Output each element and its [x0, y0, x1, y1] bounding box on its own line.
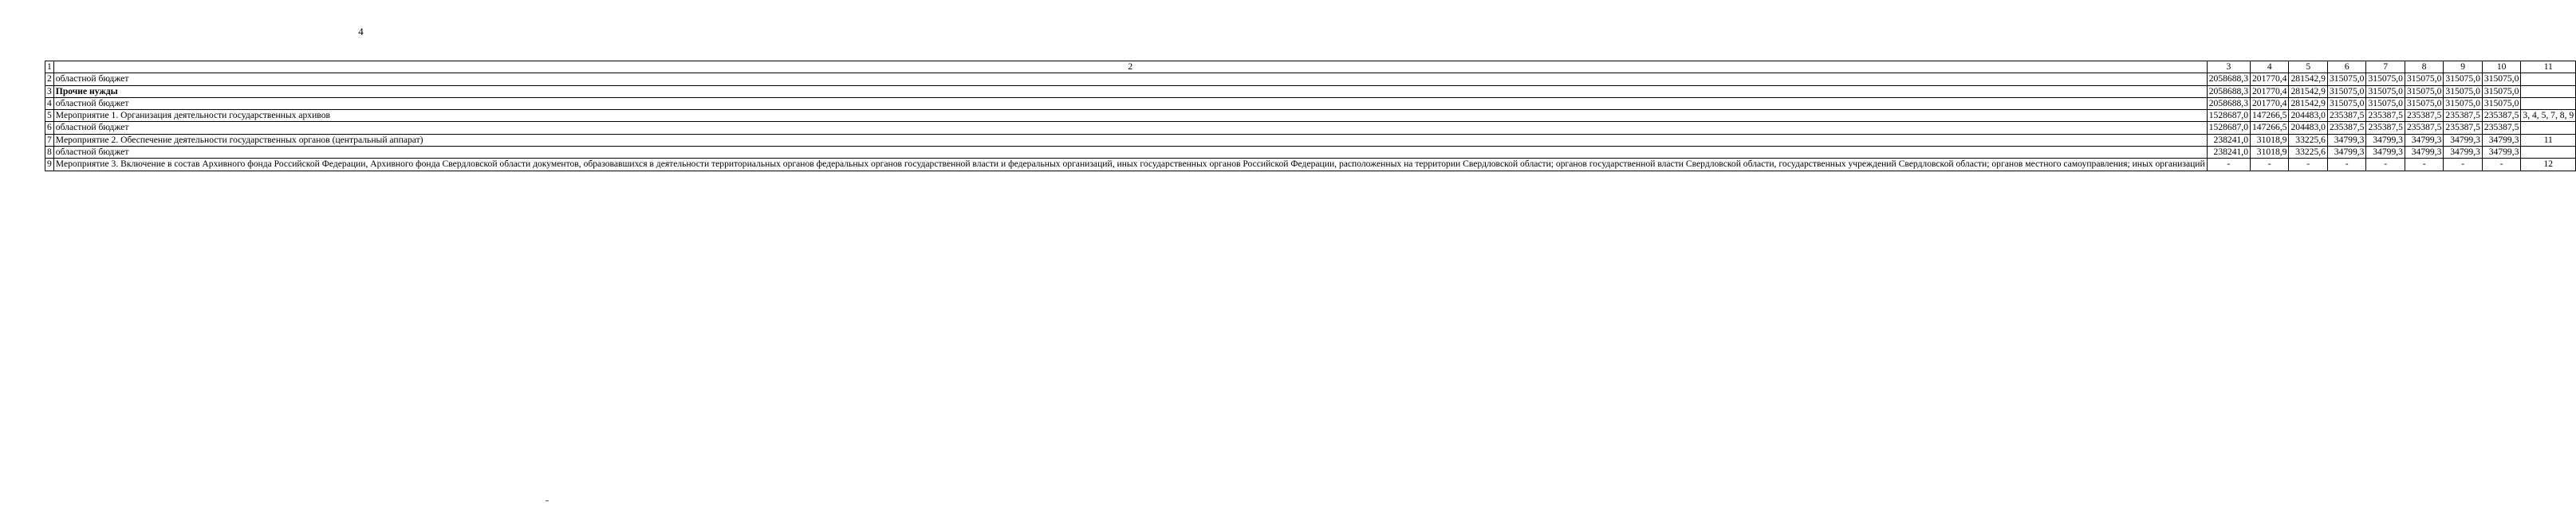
value-cell: 315075,0 — [2444, 85, 2482, 97]
value-cell: 201770,4 — [2251, 85, 2289, 97]
column-header: 6 — [2327, 61, 2365, 73]
value-cell: 2058688,3 — [2207, 97, 2250, 109]
value-cell: 34799,3 — [2366, 134, 2405, 146]
value-cell: 315075,0 — [2405, 85, 2443, 97]
table-row — [45, 73, 2576, 85]
value-cell: 147266,5 — [2251, 122, 2289, 134]
value-cell: - — [2327, 159, 2365, 171]
column-header: 8 — [2405, 61, 2443, 73]
column-header: 1 — [45, 61, 54, 73]
value-cell: 235387,5 — [2327, 110, 2365, 122]
value-cell: 235387,5 — [2444, 122, 2482, 134]
value-cell: 281542,9 — [2289, 97, 2327, 109]
value-cell: - — [2251, 159, 2289, 171]
value-cell: 2058688,3 — [2207, 73, 2250, 85]
target-indicator-cell — [2521, 97, 2576, 109]
table-row — [45, 97, 2576, 109]
row-number: 9 — [45, 159, 54, 171]
value-cell: - — [2444, 159, 2482, 171]
value-cell: 315075,0 — [2327, 97, 2365, 109]
value-cell: 315075,0 — [2444, 73, 2482, 85]
value-cell: 315075,0 — [2366, 73, 2405, 85]
target-indicator-cell — [2521, 147, 2576, 159]
value-cell: 34799,3 — [2444, 147, 2482, 159]
value-cell: 315075,0 — [2482, 97, 2520, 109]
target-indicator-cell — [2521, 85, 2576, 97]
value-cell: 34799,3 — [2482, 134, 2520, 146]
value-cell: 315075,0 — [2444, 97, 2482, 109]
value-cell: 34799,3 — [2327, 147, 2365, 159]
value-cell: 147266,5 — [2251, 110, 2289, 122]
page-number: 4 — [358, 26, 364, 37]
table-row — [45, 159, 2576, 171]
value-cell: - — [2405, 159, 2443, 171]
column-number-row — [45, 61, 2576, 73]
value-cell: 235387,5 — [2366, 110, 2405, 122]
value-cell: 2058688,3 — [2207, 85, 2250, 97]
table-row — [45, 147, 2576, 159]
value-cell: 31018,9 — [2251, 147, 2289, 159]
target-indicator-cell: 11 — [2521, 134, 2576, 146]
value-cell: 238241,0 — [2207, 147, 2250, 159]
value-cell: - — [2482, 159, 2520, 171]
value-cell: 315075,0 — [2482, 85, 2520, 97]
value-cell: 238241,0 — [2207, 134, 2250, 146]
value-cell: 34799,3 — [2444, 134, 2482, 146]
target-indicator-cell — [2521, 73, 2576, 85]
row-name: Прочие нужды — [53, 85, 2207, 97]
row-name: Мероприятие 3. Включение в состав Архивного фонда Российской Федерации, Архивного фонда Свердловской области документов, образовавшихся в деятельности территориальных органов федеральных органов государственной власти и федеральных организаций, иных государственных органов Российской Федерации, расположенных на территории Свердловской области; органов государственной власти Свердловской области, государственных учреждений Свердловской области; органов местного самоуправления; иных организаций — [53, 159, 2207, 171]
value-cell: 281542,9 — [2289, 85, 2327, 97]
column-header: 5 — [2289, 61, 2327, 73]
value-cell: 281542,9 — [2289, 73, 2327, 85]
value-cell: 201770,4 — [2251, 73, 2289, 85]
row-name: областной бюджет — [53, 73, 2207, 85]
target-indicator-cell — [2521, 122, 2576, 134]
column-header: 10 — [2482, 61, 2520, 73]
budget-table — [45, 61, 2576, 171]
value-cell: 235387,5 — [2366, 122, 2405, 134]
target-indicator-cell: 3, 4, 5, 7, 8, 9 — [2521, 110, 2576, 122]
value-cell: - — [2207, 159, 2250, 171]
value-cell: 204483,0 — [2289, 122, 2327, 134]
row-number: 6 — [45, 122, 54, 134]
value-cell: 34799,3 — [2405, 147, 2443, 159]
value-cell: 201770,4 — [2251, 97, 2289, 109]
row-name: Мероприятие 2. Обеспечение деятельности государственных органов (центральный аппарат) — [53, 134, 2207, 146]
column-header: 9 — [2444, 61, 2482, 73]
row-number: 3 — [45, 85, 54, 97]
value-cell: 34799,3 — [2327, 134, 2365, 146]
value-cell: 235387,5 — [2405, 110, 2443, 122]
row-name: областной бюджет — [53, 147, 2207, 159]
row-number: 7 — [45, 134, 54, 146]
table-row — [45, 85, 2576, 97]
value-cell: 315075,0 — [2327, 73, 2365, 85]
value-cell: 1528687,0 — [2207, 122, 2250, 134]
value-cell: 235387,5 — [2482, 110, 2520, 122]
value-cell: 235387,5 — [2405, 122, 2443, 134]
value-cell: 34799,3 — [2482, 147, 2520, 159]
column-header: 7 — [2366, 61, 2405, 73]
value-cell: 33225,6 — [2289, 147, 2327, 159]
table-row — [45, 110, 2576, 122]
value-cell: 204483,0 — [2289, 110, 2327, 122]
column-header: 11 — [2521, 61, 2576, 73]
value-cell: 235387,5 — [2327, 122, 2365, 134]
row-number: 5 — [45, 110, 54, 122]
value-cell: 31018,9 — [2251, 134, 2289, 146]
value-cell: 34799,3 — [2405, 134, 2443, 146]
row-name: областной бюджет — [53, 122, 2207, 134]
table-row — [45, 134, 2576, 146]
row-number: 4 — [45, 97, 54, 109]
value-cell: - — [2289, 159, 2327, 171]
column-header: 4 — [2251, 61, 2289, 73]
table-row — [45, 122, 2576, 134]
row-number: 2 — [45, 73, 54, 85]
column-header: 2 — [53, 61, 2207, 73]
value-cell: 235387,5 — [2482, 122, 2520, 134]
value-cell: 34799,3 — [2366, 147, 2405, 159]
row-name: областной бюджет — [53, 97, 2207, 109]
row-number: 8 — [45, 147, 54, 159]
value-cell: 235387,5 — [2444, 110, 2482, 122]
value-cell: 315075,0 — [2405, 97, 2443, 109]
value-cell: 33225,6 — [2289, 134, 2327, 146]
column-header: 3 — [2207, 61, 2250, 73]
value-cell: 315075,0 — [2366, 85, 2405, 97]
value-cell: 315075,0 — [2405, 73, 2443, 85]
target-indicator-cell: 12 — [2521, 159, 2576, 171]
value-cell: 315075,0 — [2482, 73, 2520, 85]
value-cell: - — [2366, 159, 2405, 171]
value-cell: 315075,0 — [2327, 85, 2365, 97]
row-name: Мероприятие 1. Организация деятельности государственных архивов — [53, 110, 2207, 122]
scan-mark — [546, 500, 549, 501]
value-cell: 1528687,0 — [2207, 110, 2250, 122]
value-cell: 315075,0 — [2366, 97, 2405, 109]
